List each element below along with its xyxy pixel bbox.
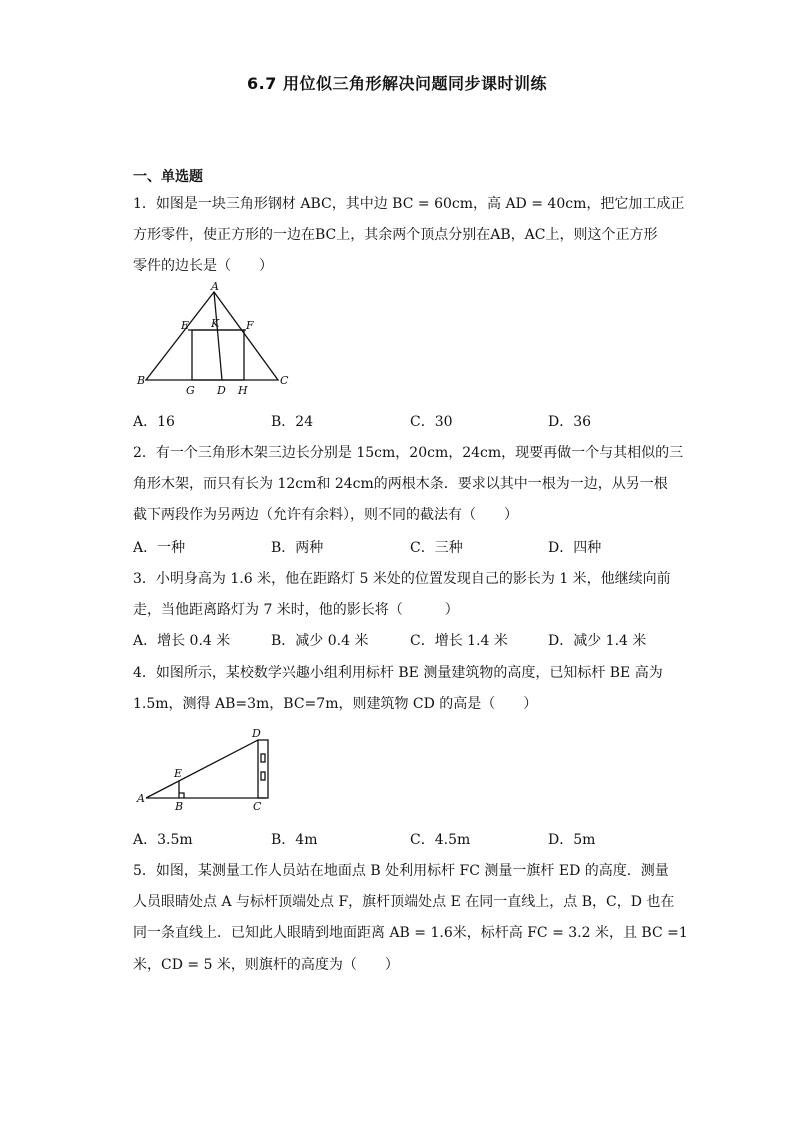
label-h: H (238, 384, 248, 397)
label-f: F (246, 319, 254, 332)
label-g: G (186, 384, 195, 397)
q1-option-a[interactable]: A．16 (133, 414, 175, 430)
q4-option-a[interactable]: A．3.5m (133, 832, 193, 848)
q3-option-b[interactable]: B．减少 0.4 米 (271, 633, 369, 649)
label-e: E (181, 319, 190, 332)
q3-option-c[interactable]: C．增长 1.4 米 (410, 633, 508, 649)
q5-line-1: 5．如图，某测量工作人员站在地面点 B 处利用标杆 FC 测量一旗杆 ED 的高度．测量 (133, 863, 669, 879)
q2-option-c[interactable]: C．三种 (410, 540, 463, 556)
triangle-abc (146, 292, 278, 380)
q2-option-d[interactable]: D．四种 (548, 540, 602, 556)
q4-line-1: 4．如图所示，某校数学兴趣小组利用标杆 BE 测量建筑物的高度，已知标杆 BE 高为 (133, 665, 663, 681)
label-a: A (137, 792, 145, 805)
building-cd (258, 740, 268, 798)
label-d: D (217, 384, 226, 397)
q4-option-c[interactable]: C．4.5m (410, 832, 471, 848)
sight-line (146, 740, 258, 798)
label-c: C (253, 800, 262, 813)
q1-option-d[interactable]: D．36 (548, 414, 592, 430)
label-d: D (252, 727, 261, 740)
q1-option-c[interactable]: C．30 (410, 414, 453, 430)
window-2 (261, 772, 265, 780)
right-angle-b (179, 793, 184, 798)
label-a: A (211, 280, 219, 293)
q3-line-1: 3．小明身高为 1.6 米，他在距路灯 5 米处的位置发现自己的影长为 1 米，他继续向前 (133, 571, 671, 587)
label-e: E (174, 767, 183, 780)
q1-line-1: 1．如图是一块三角形钢材 ABC，其中边 BC = 60cm，高 AD = 40cm，把它加工成正 (133, 196, 685, 212)
altitude-ad (214, 292, 222, 380)
q3-line-2: 走，当他距离路灯为 7 米时，他的影长将（ ） (133, 602, 459, 618)
q3-option-d[interactable]: D．减少 1.4 米 (548, 633, 647, 649)
label-k: K (211, 317, 220, 330)
section-heading: 一、单选题 (133, 169, 203, 185)
q4-figure-building (134, 722, 284, 818)
q2-line-3: 截下两段作为另两边（允许有余料），则不同的截法有（ ） (133, 507, 518, 523)
label-b: B (137, 374, 146, 387)
label-c: C (280, 374, 289, 387)
q1-option-b[interactable]: B．24 (271, 414, 314, 430)
q5-line-2: 人员眼睛处点 A 与标杆顶端处点 F，旗杆顶端处点 E 在同一直线上，点 B，C，D 也在 (133, 894, 675, 910)
q3-option-a[interactable]: A．增长 0.4 米 (133, 633, 231, 649)
q1-figure-triangle (134, 280, 294, 400)
label-b: B (175, 800, 184, 813)
q1-line-2: 方形零件，使正方形的一边在BC上，其余两个顶点分别在AB，AC上，则这个正方形 (133, 227, 658, 243)
q4-option-b[interactable]: B．4m (271, 832, 318, 848)
q2-option-b[interactable]: B．两种 (271, 540, 324, 556)
window-1 (261, 754, 265, 762)
q2-option-a[interactable]: A．一种 (133, 540, 186, 556)
q1-line-3: 零件的边长是（ ） (133, 258, 273, 274)
q4-line-2: 1.5m，测得 AB=3m，BC=7m，则建筑物 CD 的高是（ ） (133, 696, 538, 712)
q4-option-d[interactable]: D．5m (548, 832, 596, 848)
q5-line-3: 同一条直线上．已知此人眼睛到地面距离 AB = 1.6米，标杆高 FC = 3.2 米，且 BC =1 (133, 925, 688, 941)
q5-line-4: 米，CD = 5 米，则旗杆的高度为（ ） (133, 957, 399, 973)
q2-line-2: 角形木架，而只有长为 12cm和 24cm的两根木条．要求以其中一根为一边，从另一根 (133, 476, 668, 492)
q2-line-1: 2．有一个三角形木架三边长分别是 15cm，20cm，24cm，现要再做一个与其相似的三 (133, 445, 684, 461)
page-title: 6.7 用位似三角形解决问题同步课时训练 (247, 74, 547, 93)
